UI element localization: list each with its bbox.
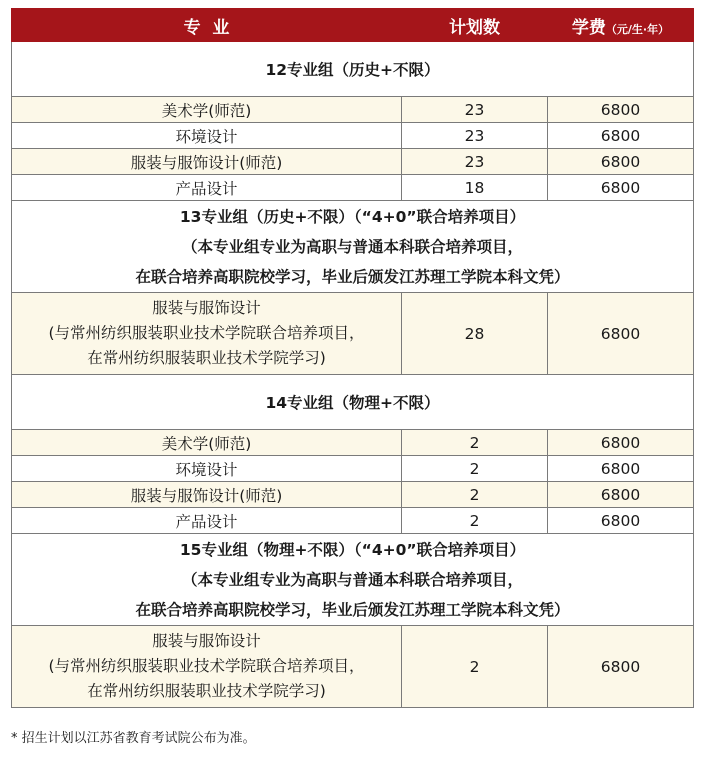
group-row-14 <box>12 375 694 430</box>
tuition-fee: 6800 <box>548 430 694 456</box>
table-row <box>12 626 694 708</box>
table-row <box>12 175 694 201</box>
group-title <box>12 201 694 293</box>
major-name <box>12 293 402 375</box>
tuition-fee: 6800 <box>548 97 694 123</box>
group-title-line: 13专业组（历史+不限）（“4+0”联合培养项目） <box>179 207 526 226</box>
major-name: 美术学(师范) <box>12 97 402 123</box>
group-title <box>12 534 694 626</box>
group-title: 12专业组（历史+不限） <box>12 42 694 97</box>
table-row <box>12 430 694 456</box>
major-name-line: 服装与服饰设计 <box>152 632 261 650</box>
major-name: 产品设计 <box>12 175 402 201</box>
plan-count: 23 <box>402 97 548 123</box>
major-name-line: 在常州纺织服装职业技术学院学习) <box>87 349 326 367</box>
group-note-line: （本专业组专业为高职与普通本科联合培养项目， <box>181 570 523 589</box>
major-name: 环境设计 <box>12 456 402 482</box>
enrollment-table-container <box>11 8 693 708</box>
header-fee-unit: （元/生·年） <box>605 22 670 36</box>
tuition-fee: 6800 <box>548 482 694 508</box>
major-name-line: (与常州纺织服装职业技术学院联合培养项目， <box>48 324 365 342</box>
table-row <box>12 123 694 149</box>
plan-count: 2 <box>402 456 548 482</box>
group-title-line: 15专业组（物理+不限）（“4+0”联合培养项目） <box>179 540 526 559</box>
major-name-line: 服装与服饰设计 <box>152 299 261 317</box>
header-major: 专 业 <box>12 9 402 42</box>
header-fee-label: 学费 <box>571 17 606 38</box>
tuition-fee: 6800 <box>548 293 694 375</box>
tuition-fee: 6800 <box>548 626 694 708</box>
group-note-line: 在联合培养高职院校学习，毕业后颁发江苏理工学院本科文凭） <box>135 267 570 286</box>
major-name-line: (与常州纺织服装职业技术学院联合培养项目， <box>48 657 365 675</box>
group-row-13 <box>12 201 694 293</box>
table-row <box>12 508 694 534</box>
plan-count: 23 <box>402 123 548 149</box>
major-name: 服装与服饰设计(师范) <box>12 482 402 508</box>
plan-count: 2 <box>402 430 548 456</box>
footnote: * 招生计划以江苏省教育考试院公布为准。 <box>11 731 256 746</box>
plan-count: 28 <box>402 293 548 375</box>
major-name: 服装与服饰设计(师范) <box>12 149 402 175</box>
plan-count: 18 <box>402 175 548 201</box>
tuition-fee: 6800 <box>548 175 694 201</box>
major-name <box>12 626 402 708</box>
tuition-fee: 6800 <box>548 149 694 175</box>
table-row <box>12 482 694 508</box>
table-row <box>12 97 694 123</box>
plan-count: 2 <box>402 482 548 508</box>
group-row-15 <box>12 534 694 626</box>
group-note-line: 在联合培养高职院校学习，毕业后颁发江苏理工学院本科文凭） <box>135 600 570 619</box>
tuition-fee: 6800 <box>548 456 694 482</box>
group-row-12 <box>12 42 694 97</box>
plan-count: 2 <box>402 626 548 708</box>
tuition-fee: 6800 <box>548 123 694 149</box>
table-row <box>12 149 694 175</box>
major-name: 产品设计 <box>12 508 402 534</box>
major-name: 美术学(师范) <box>12 430 402 456</box>
table-row <box>12 456 694 482</box>
major-name: 环境设计 <box>12 123 402 149</box>
plan-count: 23 <box>402 149 548 175</box>
table-header-row <box>12 9 694 42</box>
table-row <box>12 293 694 375</box>
tuition-fee: 6800 <box>548 508 694 534</box>
plan-count: 2 <box>402 508 548 534</box>
enrollment-table <box>11 8 694 708</box>
header-plan: 计划数 <box>402 9 548 42</box>
major-name-line: 在常州纺织服装职业技术学院学习) <box>87 682 326 700</box>
group-note-line: （本专业组专业为高职与普通本科联合培养项目， <box>181 237 523 256</box>
group-title: 14专业组（物理+不限） <box>12 375 694 430</box>
header-fee <box>548 9 694 42</box>
